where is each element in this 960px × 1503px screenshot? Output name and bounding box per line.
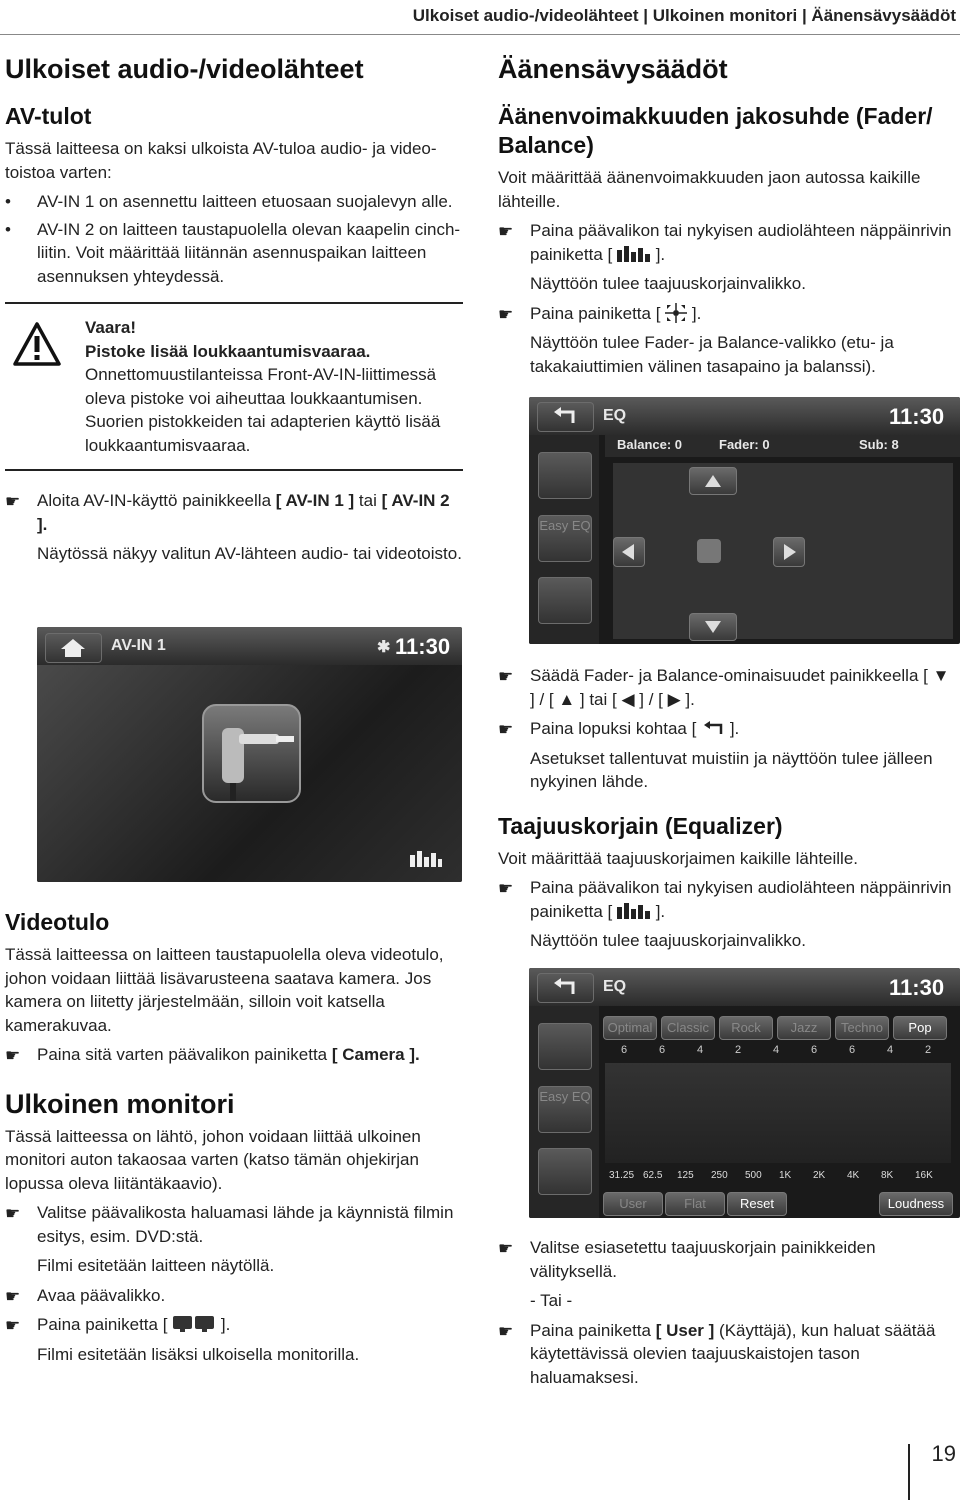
equalizer-icon [410, 849, 442, 872]
down-button [689, 613, 737, 641]
pointing-hand-icon: ☛ [498, 1321, 514, 1341]
fader-balance-icon [665, 303, 687, 323]
back-button [537, 973, 594, 1003]
left-button [613, 537, 645, 567]
equalizer-intro: Voit määrittää taajuuskorjaimen kaikille lähteille. [498, 848, 859, 868]
step-camera: ☛ Paina sitä varten päävalikon painiketta [ Camera ]. [5, 1043, 463, 1067]
flat-button: Flat [665, 1192, 725, 1216]
equalizer-tab [538, 1023, 592, 1070]
eq-band-label: 250 [711, 1170, 728, 1181]
right-button [773, 537, 805, 567]
eq-band-label: 16K [915, 1170, 933, 1181]
pointing-hand-icon: ☛ [5, 1204, 21, 1223]
eq-sliders [605, 1063, 951, 1163]
right-column [498, 52, 958, 384]
preset-button: Techno [835, 1016, 889, 1040]
step-result: Näyttöön tulee taajuuskorjainvalikko. [530, 931, 806, 950]
eq-band-value: 6 [621, 1044, 628, 1056]
eq-band-label: 500 [745, 1170, 762, 1181]
screen-title: AV-IN 1 [111, 637, 166, 654]
up-button [689, 467, 737, 495]
eq-band-value: 6 [659, 1044, 666, 1056]
warning-title: Vaara! [85, 318, 137, 337]
pointing-hand-icon: ☛ [498, 304, 514, 324]
pointing-hand-icon: ☛ [498, 1239, 514, 1258]
pointing-hand-icon: ☛ [498, 222, 514, 241]
preset-button: Classic [661, 1016, 715, 1040]
equalizer-icon [617, 246, 651, 262]
eq-band-value: 2 [735, 1044, 742, 1056]
equalizer-tab [538, 452, 592, 499]
left-column-lower [5, 908, 463, 1372]
screen-clock: 11:30 [889, 404, 945, 429]
pointing-hand-icon: ☛ [5, 1046, 21, 1065]
step-open-menu: ☛ Avaa päävalikko. [5, 1284, 463, 1308]
camera-key: [ Camera ]. [331, 1045, 420, 1064]
position-marker [697, 539, 721, 563]
step-select-preset: ☛ Valitse esiasetettu taajuuskorjain painikkeiden välityksellä. [498, 1238, 876, 1281]
running-header: Ulkoiset audio-/videolähteet | Ulkoinen monitori | Äänensävysäädöt [412, 6, 956, 25]
step-eq-open: ☛ Paina päävalikon tai nykyisen audiolähteen näppäinrivin painiketta [ ]. [498, 878, 952, 921]
pointing-hand-icon: ☛ [5, 492, 21, 511]
step-result: Näyttöön tulee taajuuskorjainvalikko. [530, 274, 806, 293]
eq-band-label: 2K [813, 1170, 826, 1181]
videotulo-heading: Videotulo [5, 909, 110, 935]
fader-screenshot [529, 397, 960, 644]
list-item: • AV-IN 2 on laitteen taustapuolella olevan kaapelin cinch-liitin. Voit määrittää liitännän asennuspaikan laitteen asennuksen yhteydessä. [5, 218, 463, 289]
bluetooth-icon: ✱ [377, 639, 391, 656]
easy-eq-tab: Easy EQ [538, 515, 592, 562]
dual-monitor-icon [172, 1315, 216, 1333]
eq-band-label: 125 [677, 1170, 694, 1181]
step-fader-button: ☛ Paina painiketta [ ]. [498, 302, 958, 326]
eq-band-label: 4K [847, 1170, 860, 1181]
back-icon [538, 974, 593, 1002]
eq-band-label: 62.5 [643, 1170, 663, 1181]
step-eq-button: ☛ Paina päävalikon tai nykyisen audiolähteen näppäinrivin painiketta [ ]. [498, 221, 952, 264]
header-rule [0, 34, 960, 35]
list-item: • AV-IN 1 on asennettu laitteen etuosaan suojalevyn alle. [5, 190, 463, 214]
loudness-button: Loudness [879, 1192, 953, 1216]
back-icon [701, 720, 725, 736]
step-back: ☛ Paina lopuksi kohtaa [ ]. [498, 717, 958, 741]
eq-band-label: 1K [779, 1170, 792, 1181]
back-button [537, 402, 594, 432]
preset-button: Rock [719, 1016, 773, 1040]
pointing-hand-icon: ☛ [5, 1286, 21, 1306]
screen-clock: 11:30 [889, 975, 945, 1000]
fader-intro: Voit määrittää äänenvoimakkuuden jaon autossa kaikille lähteille. [498, 168, 921, 211]
step-adjust: ☛ Säädä Fader- ja Balance-ominaisuudet painikkeella [ ▼ ] / [ ▲ ] tai [ ◀ ] / [ ▶ ]. [498, 666, 950, 709]
av-in-2-key: [ AV-IN 2 ]. [37, 491, 450, 534]
step-av-in: ☛ Aloita AV-IN-käyttö painikkeella [ AV-IN 1 ] tai [ AV-IN 2 ]. [5, 491, 450, 534]
eq-band-label: 8K [881, 1170, 894, 1181]
back-icon [538, 403, 593, 431]
step-select-source: ☛ Valitse päävalikosta haluamasi lähde ja käynnistä filmin esitys, esim. DVD:stä. [5, 1203, 454, 1246]
step-press-monitor: ☛ Paina painiketta [ ]. [5, 1313, 463, 1337]
eq-band-value: 6 [811, 1044, 818, 1056]
or-separator: - Tai - [530, 1291, 573, 1310]
right-column-lower [498, 664, 958, 959]
pointing-hand-icon: ☛ [498, 720, 514, 739]
easy-eq-tab: Easy EQ [538, 1086, 592, 1133]
home-icon [46, 634, 101, 662]
preset-button: Jazz [777, 1016, 831, 1040]
page-number: 19 [931, 1441, 956, 1466]
fader-balance-tab [538, 577, 592, 624]
step-user: ☛ Paina painiketta [ User ] (Käyttäjä), kun haluat säätää käytettävissä olevien taajuuskaistojen tason haluamaksesi. [498, 1320, 936, 1387]
av-input-plug-icon [202, 704, 301, 803]
eq-band-value: 4 [773, 1044, 780, 1056]
preset-button: Optimal [603, 1016, 657, 1040]
section-title: Ulkoiset audio-/videolähteet [5, 54, 364, 84]
user-button: User [603, 1192, 663, 1216]
pointing-hand-icon: ☛ [5, 1316, 21, 1335]
av-tulot-list [5, 190, 463, 288]
warning-box [5, 302, 463, 471]
home-button [45, 633, 102, 663]
equalizer-icon [617, 903, 651, 919]
right-column-bottom [498, 1236, 958, 1395]
screen-title: EQ [603, 978, 627, 995]
eq-band-value: 4 [887, 1044, 894, 1056]
sub-value: Sub: 8 [859, 437, 899, 452]
reset-button: Reset [727, 1192, 787, 1216]
page-number-rule [908, 1444, 910, 1500]
preset-button-selected: Pop [893, 1016, 947, 1040]
av-tulot-intro: Tässä laitteesa on kaksi ulkoista AV-tuloa audio- ja video-toistoa varten: [5, 139, 437, 182]
warning-icon [13, 322, 61, 366]
videotulo-text: Tässä laitteessa on laitteen taustapuolella oleva videotulo, johon voidaan liittää lisävarusteena saatava kamera. Jos kamera on liitetty järjestelmään, silloin voit katsella kamerakuvaa. [5, 945, 444, 1035]
eq-band-label: 31.25 [609, 1170, 635, 1181]
screen-clock: 11:30 [395, 634, 451, 659]
pointing-hand-icon: ☛ [498, 879, 514, 898]
screen-title: EQ [603, 407, 627, 424]
balance-value: Balance: 0 [617, 437, 683, 452]
step-result: Näyttöön tulee Fader- ja Balance-valikko (etu- ja takakaiuttimien välinen tasapaino ja balanssi). [530, 333, 894, 376]
eq-screenshot [529, 968, 960, 1218]
warning-text: Onnettomuustilanteissa Front-AV-IN-liittimessä oleva pistoke voi aiheuttaa loukkaantumisen. Suorien pistokkeiden tai adapterien käyttö lisää loukkaantumisvaaraa. [85, 365, 441, 455]
warning-subtitle: Pistoke lisää loukkaantumisvaaraa. [85, 341, 371, 361]
av-in-screenshot [37, 627, 462, 882]
left-column [5, 52, 463, 572]
eq-band-value: 6 [849, 1044, 856, 1056]
step-result: Asetukset tallentuvat muistiin ja näyttöön tulee jälleen nykyinen lähde. [530, 748, 933, 791]
user-key: [ User ] [655, 1320, 715, 1340]
fader-value: Fader: 0 [719, 437, 770, 452]
section-title: Äänensävysäädöt [498, 54, 728, 84]
step-result: Filmi esitetään lisäksi ulkoisella monitorilla. [37, 1344, 360, 1364]
monitori-text: Tässä laitteessa on lähtö, johon voidaan liittää ulkoinen monitori auton takaosaa varten (katso tämän ohjekirjan lopussa oleva liitäntäkaavio). [5, 1126, 421, 1193]
step-result: Filmi esitetään laitteen näytöllä. [37, 1256, 275, 1275]
fader-heading: Äänenvoimakkuuden jakosuhde (Fader/ Balance) [498, 103, 933, 158]
equalizer-heading: Taajuuskorjain (Equalizer) [498, 812, 783, 839]
fader-balance-tab [538, 1148, 592, 1195]
eq-band-value: 2 [925, 1044, 932, 1056]
av-tulot-heading: AV-tulot [5, 103, 92, 129]
eq-band-value: 4 [697, 1044, 704, 1056]
av-in-1-key: [ AV-IN 1 ] [275, 491, 355, 510]
monitori-heading: Ulkoinen monitori [5, 1088, 235, 1119]
pointing-hand-icon: ☛ [498, 667, 514, 686]
step-result: Näytössä näkyy valitun AV-lähteen audio- tai videotoisto. [37, 544, 462, 563]
